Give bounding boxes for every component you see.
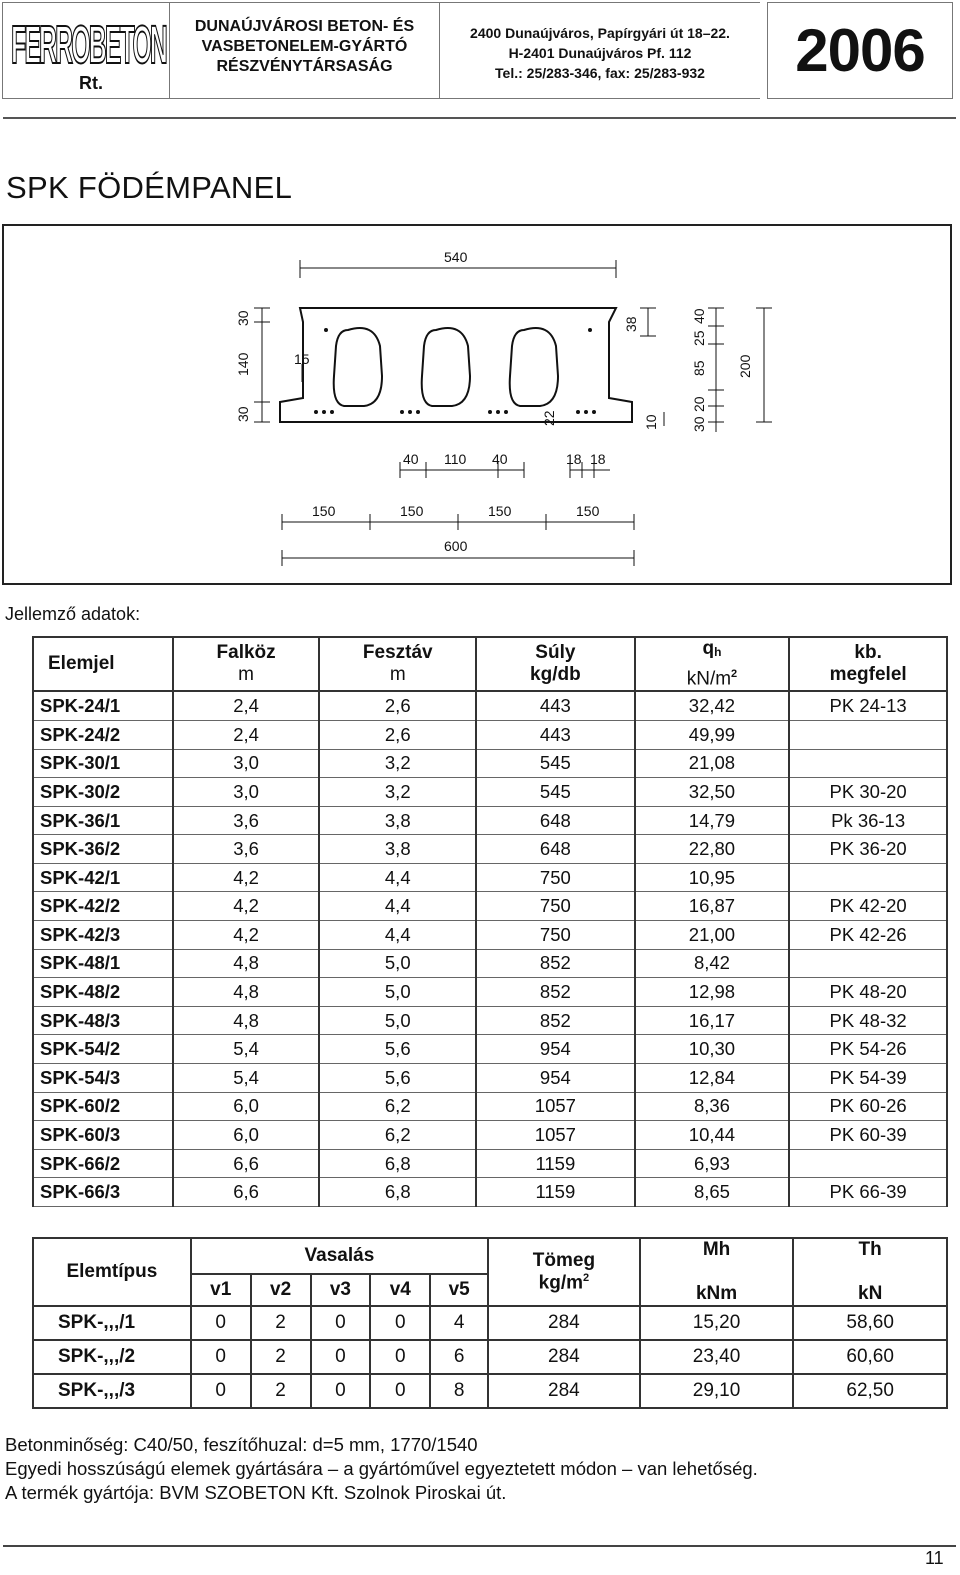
table-cell: 15,20: [640, 1306, 794, 1340]
col-falkoz-unit: m: [238, 664, 254, 686]
logo-suffix: Rt.: [79, 73, 103, 93]
row-label-cell: SPK-42/2: [33, 892, 173, 921]
col-tomeg-label: Tömeg: [532, 1249, 596, 1271]
cross-section-drawing: [2, 224, 952, 585]
col-th: [793, 1238, 947, 1306]
table-cell: 2,6: [319, 720, 476, 749]
table-cell: 648: [476, 835, 635, 864]
table-cell: 3,6: [173, 835, 320, 864]
table-cell: 0: [311, 1374, 371, 1408]
table-cell: 2: [251, 1306, 311, 1340]
table-cell: 545: [476, 778, 635, 807]
table-cell: 0: [191, 1374, 251, 1408]
dim-label: 150: [488, 503, 512, 519]
col-v4: v4: [370, 1274, 430, 1306]
table-row: [33, 1178, 947, 1207]
row-label-cell: SPK-,,,/3: [33, 1374, 191, 1408]
table-row: [33, 806, 947, 835]
address-line: Tel.: 25/283-346, fax: 25/283-932: [495, 65, 705, 81]
row-label-cell: SPK-48/1: [33, 949, 173, 978]
table-cell: 1057: [476, 1121, 635, 1150]
dim-label: 85: [691, 360, 707, 376]
table-cell: 4,2: [173, 863, 320, 892]
col-falkoz: [173, 637, 320, 691]
table-cell: 10,30: [635, 1035, 790, 1064]
table-cell: [789, 749, 947, 778]
table-cell: [789, 1149, 947, 1178]
col-megfelel-label: megfelel: [829, 664, 907, 686]
table-cell: 4,8: [173, 1006, 320, 1035]
table-header-row: [33, 637, 947, 691]
col-fesztav-label: Fesztáv: [362, 642, 433, 664]
table-cell: 6,8: [319, 1149, 476, 1178]
dim-label: 30: [235, 406, 251, 422]
table-row: [33, 749, 947, 778]
row-label-cell: SPK-,,,/1: [33, 1306, 191, 1340]
table-row: [33, 1006, 947, 1035]
table-cell: PK 66-39: [789, 1178, 947, 1207]
table-row: [33, 1306, 947, 1340]
table-row: [33, 1064, 947, 1093]
table-row: [33, 921, 947, 950]
table-cell: PK 42-26: [789, 921, 947, 950]
row-label-cell: SPK-42/1: [33, 863, 173, 892]
col-th-label: Th: [858, 1239, 882, 1260]
table-cell: 12,84: [635, 1064, 790, 1093]
row-label-cell: SPK-66/2: [33, 1149, 173, 1178]
col-suly-label: Súly: [535, 642, 576, 664]
note-line: A termék gyártója: BVM SZOBETON Kft. Szolnok Piroskai út.: [5, 1482, 507, 1503]
table-cell: 443: [476, 691, 635, 720]
table-row: [33, 835, 947, 864]
table-cell: 0: [370, 1374, 430, 1408]
panel-cross-section-svg: [4, 226, 950, 583]
footer-divider: [3, 1545, 956, 1547]
col-vasalas: Vasalás: [191, 1238, 488, 1274]
dim-label: 40: [691, 308, 707, 324]
page-number: 11: [925, 1548, 944, 1568]
table-cell: 852: [476, 949, 635, 978]
table-cell: 23,40: [640, 1340, 794, 1374]
row-label-cell: SPK-54/3: [33, 1064, 173, 1093]
table-cell: 284: [488, 1374, 640, 1408]
col-v3: v3: [311, 1274, 371, 1306]
col-tomeg-unit-sup: 2: [583, 1271, 590, 1284]
table-cell: 0: [311, 1306, 371, 1340]
table-cell: PK 48-20: [789, 978, 947, 1007]
table-row: [33, 949, 947, 978]
table-cell: 8,65: [635, 1178, 790, 1207]
dim-label: 150: [312, 503, 336, 519]
table-cell: 4,4: [319, 921, 476, 950]
table-cell: 545: [476, 749, 635, 778]
address-line: 2400 Dunaújváros, Papírgyári út 18–22.: [470, 25, 730, 41]
table-cell: 6,2: [319, 1121, 476, 1150]
dim-label: 30: [235, 310, 251, 326]
table-cell: 49,99: [635, 720, 790, 749]
row-label-cell: SPK-,,,/2: [33, 1340, 191, 1374]
table-cell: 3,0: [173, 778, 320, 807]
dim-label: 40: [403, 451, 419, 467]
table-cell: 5,4: [173, 1035, 320, 1064]
dim-label: 10: [643, 414, 659, 430]
row-label-cell: SPK-36/2: [33, 835, 173, 864]
table-cell: 12,98: [635, 978, 790, 1007]
dim-label: 18: [566, 451, 582, 467]
dim-label: 110: [444, 451, 467, 467]
table-cell: 852: [476, 1006, 635, 1035]
table-cell: 6,6: [173, 1178, 320, 1207]
col-elemjel: Elemjel: [33, 637, 173, 691]
table-cell: 6,6: [173, 1149, 320, 1178]
col-tomeg-unit: kg/m: [538, 1272, 584, 1294]
table-cell: [789, 720, 947, 749]
table-cell: 4,2: [173, 892, 320, 921]
table-cell: 10,95: [635, 863, 790, 892]
col-fesztav: [319, 637, 476, 691]
table-cell: Pk 36-13: [789, 806, 947, 835]
table-cell: 5,6: [319, 1064, 476, 1093]
table-cell: 32,50: [635, 778, 790, 807]
table-cell: PK 30-20: [789, 778, 947, 807]
table-cell: 60,60: [793, 1340, 947, 1374]
table-cell: 4,2: [173, 921, 320, 950]
table-cell: 2: [251, 1340, 311, 1374]
col-mh-label: Mh: [702, 1239, 731, 1260]
table-cell: PK 36-20: [789, 835, 947, 864]
catalog-year: 2006: [767, 2, 953, 99]
table-cell: 6,93: [635, 1149, 790, 1178]
table-cell: 4,4: [319, 892, 476, 921]
table-cell: 5,4: [173, 1064, 320, 1093]
col-mh: [640, 1238, 794, 1306]
table-cell: 0: [191, 1340, 251, 1374]
reinforcement-table-body: [33, 1306, 947, 1408]
table-cell: 10,44: [635, 1121, 790, 1150]
table-row: [33, 720, 947, 749]
row-label-cell: SPK-66/3: [33, 1178, 173, 1207]
col-v5: v5: [430, 1274, 488, 1306]
table-row: [33, 1092, 947, 1121]
company-line: DUNAÚJVÁROSI BETON- ÉS: [194, 18, 415, 35]
table-cell: PK 54-26: [789, 1035, 947, 1064]
table-header-row: [33, 1238, 947, 1274]
table-cell: PK 24-13: [789, 691, 947, 720]
col-elemtipus: Elemtípus: [33, 1238, 191, 1306]
table-cell: [789, 863, 947, 892]
col-suly-unit: kg/db: [530, 664, 581, 686]
table-cell: 3,2: [319, 749, 476, 778]
company-logo: [2, 2, 170, 99]
table-cell: 284: [488, 1306, 640, 1340]
table-cell: 0: [370, 1306, 430, 1340]
table-cell: 4: [430, 1306, 488, 1340]
dim-label: 22: [541, 410, 557, 426]
dim-label: 20: [691, 396, 707, 412]
table-cell: 284: [488, 1340, 640, 1374]
table-cell: 3,6: [173, 806, 320, 835]
company-line: VASBETONELEM-GYÁRTÓ: [201, 38, 408, 55]
row-label-cell: SPK-48/2: [33, 978, 173, 1007]
table-cell: 2,4: [173, 691, 320, 720]
void-left: [334, 328, 382, 406]
section-label: Jellemző adatok:: [5, 604, 141, 624]
col-qh-subscript: h: [714, 645, 722, 659]
table-cell: 750: [476, 892, 635, 921]
table-cell: 5,6: [319, 1035, 476, 1064]
table-cell: 6,8: [319, 1178, 476, 1207]
company-name: [170, 2, 440, 99]
table-cell: 58,60: [793, 1306, 947, 1340]
table-row: [33, 863, 947, 892]
table-row: [33, 1035, 947, 1064]
table-cell: 62,50: [793, 1374, 947, 1408]
row-label-cell: SPK-24/2: [33, 720, 173, 749]
company-line: RÉSZVÉNYTÁRSASÁG: [216, 58, 393, 75]
table-row: [33, 1340, 947, 1374]
table-cell: 21,08: [635, 749, 790, 778]
col-tomeg: [488, 1238, 640, 1306]
void-middle: [422, 328, 470, 406]
dim-label: 140: [235, 352, 251, 376]
table-cell: 4,8: [173, 949, 320, 978]
table-cell: 443: [476, 720, 635, 749]
characteristics-table-body: [33, 691, 947, 1206]
table-cell: 0: [191, 1306, 251, 1340]
col-th-unit: kN: [858, 1283, 883, 1304]
company-address: [440, 2, 760, 99]
table-cell: 954: [476, 1064, 635, 1093]
table-cell: PK 48-32: [789, 1006, 947, 1035]
table-cell: 3,0: [173, 749, 320, 778]
table-cell: 1159: [476, 1178, 635, 1207]
dim-label: 40: [492, 451, 508, 467]
col-v2: v2: [251, 1274, 311, 1306]
table-cell: 8,42: [635, 949, 790, 978]
dim-label: 150: [400, 503, 424, 519]
row-label-cell: SPK-36/1: [33, 806, 173, 835]
col-fesztav-unit: m: [389, 664, 406, 686]
table-cell: 5,0: [319, 978, 476, 1007]
dim-label: 200: [737, 354, 753, 378]
col-falkoz-label: Falköz: [216, 642, 276, 664]
table-cell: PK 42-20: [789, 892, 947, 921]
table-row: [33, 691, 947, 720]
table-cell: 852: [476, 978, 635, 1007]
dim-label: 15: [294, 351, 310, 367]
table-cell: 5,0: [319, 1006, 476, 1035]
table-cell: 8,36: [635, 1092, 790, 1121]
dim-label: 30: [691, 416, 707, 432]
note-line: Egyedi hosszúságú elemek gyártására – a gyártóművel egyeztetett módon – van lehetőség.: [5, 1458, 758, 1479]
void-right: [510, 328, 558, 406]
table-row: [33, 892, 947, 921]
col-qh-label: q: [702, 638, 715, 659]
dim-label: 18: [590, 451, 606, 467]
col-mh-unit: kNm: [695, 1283, 738, 1304]
row-label-cell: SPK-30/1: [33, 749, 173, 778]
row-label-cell: SPK-60/3: [33, 1121, 173, 1150]
col-megfelel: [789, 637, 947, 691]
notes: [5, 1433, 758, 1505]
header-divider: [3, 117, 956, 119]
characteristics-table: [32, 636, 948, 1207]
logo-wordmark: FERROBETON: [11, 15, 167, 75]
row-label-cell: SPK-60/2: [33, 1092, 173, 1121]
table-cell: 750: [476, 863, 635, 892]
col-qh-unit-sup: 2: [731, 668, 738, 680]
table-cell: 2,6: [319, 691, 476, 720]
dim-label: 540: [444, 249, 468, 265]
table-cell: 1057: [476, 1092, 635, 1121]
col-qh: [635, 637, 790, 691]
table-cell: 4,4: [319, 863, 476, 892]
table-cell: 6,2: [319, 1092, 476, 1121]
dim-label: 600: [444, 538, 468, 554]
dim-label: 38: [623, 316, 639, 332]
table-cell: 14,79: [635, 806, 790, 835]
table-cell: 2,4: [173, 720, 320, 749]
table-cell: 648: [476, 806, 635, 835]
table-cell: 5,0: [319, 949, 476, 978]
table-cell: PK 54-39: [789, 1064, 947, 1093]
col-qh-unit: kN/m: [686, 668, 732, 690]
table-row: [33, 1374, 947, 1408]
table-cell: 0: [370, 1340, 430, 1374]
table-cell: 21,00: [635, 921, 790, 950]
table-cell: 16,87: [635, 892, 790, 921]
dim-label: 150: [576, 503, 600, 519]
table-cell: 32,42: [635, 691, 790, 720]
row-label-cell: SPK-54/2: [33, 1035, 173, 1064]
col-kb-label: kb.: [854, 642, 882, 664]
table-cell: 3,8: [319, 806, 476, 835]
table-cell: PK 60-39: [789, 1121, 947, 1150]
table-cell: 16,17: [635, 1006, 790, 1035]
table-row: [33, 1149, 947, 1178]
address-line: H-2401 Dunaújváros Pf. 112: [508, 45, 692, 61]
table-cell: 8: [430, 1374, 488, 1408]
table-cell: 750: [476, 921, 635, 950]
table-cell: 0: [311, 1340, 371, 1374]
table-cell: 3,8: [319, 835, 476, 864]
table-row: [33, 778, 947, 807]
row-label-cell: SPK-30/2: [33, 778, 173, 807]
table-cell: 4,8: [173, 978, 320, 1007]
page-title: SPK FÖDÉMPANEL: [6, 170, 293, 205]
col-suly: [476, 637, 635, 691]
reinforcement-table: [32, 1237, 948, 1409]
table-cell: 1159: [476, 1149, 635, 1178]
table-cell: 22,80: [635, 835, 790, 864]
table-cell: 6: [430, 1340, 488, 1374]
table-cell: [789, 949, 947, 978]
dim-label: 25: [691, 330, 707, 346]
table-cell: 2: [251, 1374, 311, 1408]
note-line: Betonminőség: C40/50, feszítőhuzal: d=5 mm, 1770/1540: [5, 1434, 478, 1455]
row-label-cell: SPK-24/1: [33, 691, 173, 720]
table-row: [33, 978, 947, 1007]
row-label-cell: SPK-42/3: [33, 921, 173, 950]
table-cell: 6,0: [173, 1092, 320, 1121]
table-row: [33, 1121, 947, 1150]
row-label-cell: SPK-48/3: [33, 1006, 173, 1035]
col-v1: v1: [191, 1274, 251, 1306]
table-cell: PK 60-26: [789, 1092, 947, 1121]
table-cell: 3,2: [319, 778, 476, 807]
table-cell: 954: [476, 1035, 635, 1064]
table-cell: 6,0: [173, 1121, 320, 1150]
table-cell: 29,10: [640, 1374, 794, 1408]
